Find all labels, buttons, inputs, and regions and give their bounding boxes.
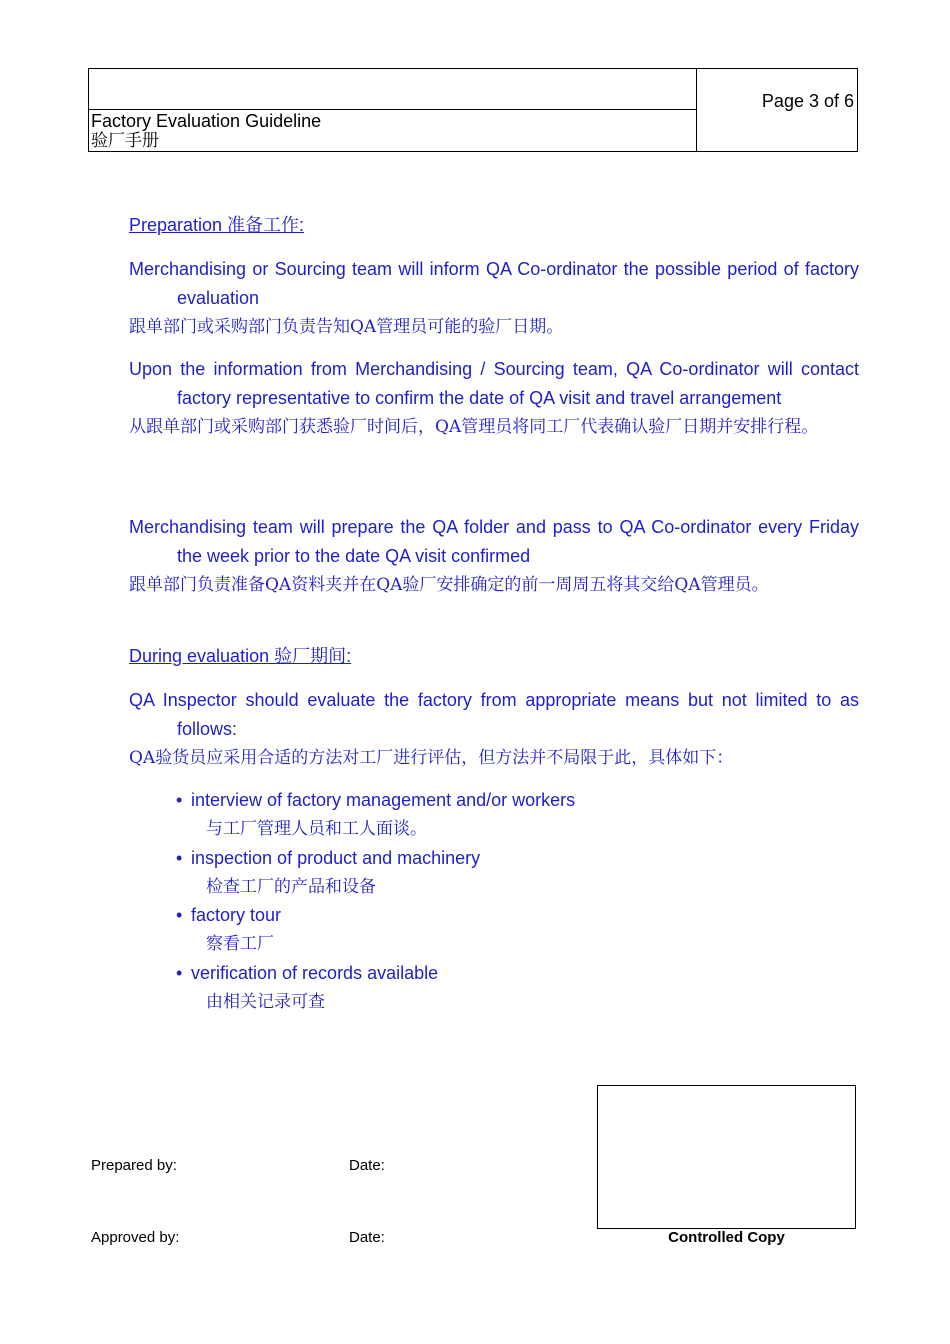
list-item xyxy=(176,959,438,988)
list-item-en: inspection of product and machinery xyxy=(191,848,481,868)
list-item-cn: 由相关记录可查 xyxy=(206,992,325,1012)
prepared-date-label: Date: xyxy=(349,1157,385,1174)
stamp-box xyxy=(597,1085,856,1229)
bullet-icon: • xyxy=(176,963,183,983)
approved-by-label: Approved by: xyxy=(91,1229,180,1246)
preparation-item-1 xyxy=(129,255,859,342)
list-item-en: interview of factory management and/or workers xyxy=(191,790,576,810)
page-number: Page 3 of 6 xyxy=(761,91,854,111)
list-item-cn: 与工厂管理人员和工人面谈。 xyxy=(206,819,427,839)
preparation-item-3 xyxy=(129,513,859,600)
preparation-item-3-cn: 跟单部门负责准备QA资料夹并在QA验厂安排确定的前一周周五将其交给QA管理员。 xyxy=(129,575,769,595)
during-intro xyxy=(129,686,859,773)
list-item-en: verification of records available xyxy=(191,963,439,983)
header-cell-top xyxy=(88,68,697,110)
preparation-item-2 xyxy=(129,355,859,442)
list-item-cn: 察看工厂 xyxy=(206,934,274,954)
bullet-icon: • xyxy=(176,790,183,810)
preparation-heading: Preparation 准备工作: xyxy=(129,215,305,235)
approved-date-label: Date: xyxy=(349,1229,385,1246)
list-item-cn: 检查工厂的产品和设备 xyxy=(206,877,376,897)
list-item-en: factory tour xyxy=(191,905,282,925)
preparation-item-2-cn: 从跟单部门或采购部门获悉验厂时间后，QA管理员将同工厂代表确认验厂日期并安排行程。 xyxy=(129,417,819,437)
bullet-icon: • xyxy=(176,905,183,925)
during-heading: During evaluation 验厂期间: xyxy=(129,646,352,666)
preparation-item-2-en: Upon the information from Merchandising / Sourcing team, QA Co-ordinator will contact factory representative to confirm the date of QA visit and travel arrangement xyxy=(129,359,859,408)
list-item xyxy=(176,786,575,815)
preparation-item-1-cn: 跟单部门或采购部门负责告知QA管理员可能的验厂日期。 xyxy=(129,317,564,337)
preparation-item-1-en: Merchandising or Sourcing team will inform QA Co-ordinator the possible period of factory evaluation xyxy=(129,259,859,308)
controlled-copy-label: Controlled Copy xyxy=(668,1229,785,1246)
list-item xyxy=(176,844,480,873)
document-title-cn: 验厂手册 xyxy=(91,131,159,151)
preparation-item-3-en: Merchandising team will prepare the QA folder and pass to QA Co-ordinator every Friday the week prior to the date QA visit confirmed xyxy=(129,517,859,566)
during-intro-en: QA Inspector should evaluate the factory from appropriate means but not limited to as follows: xyxy=(129,690,859,739)
document-title: Factory Evaluation Guideline xyxy=(91,111,322,131)
bullet-icon: • xyxy=(176,848,183,868)
during-intro-cn: QA验货员应采用合适的方法对工厂进行评估，但方法并不局限于此，具体如下： xyxy=(129,748,734,768)
list-item xyxy=(176,901,281,930)
prepared-by-label: Prepared by: xyxy=(91,1157,177,1174)
